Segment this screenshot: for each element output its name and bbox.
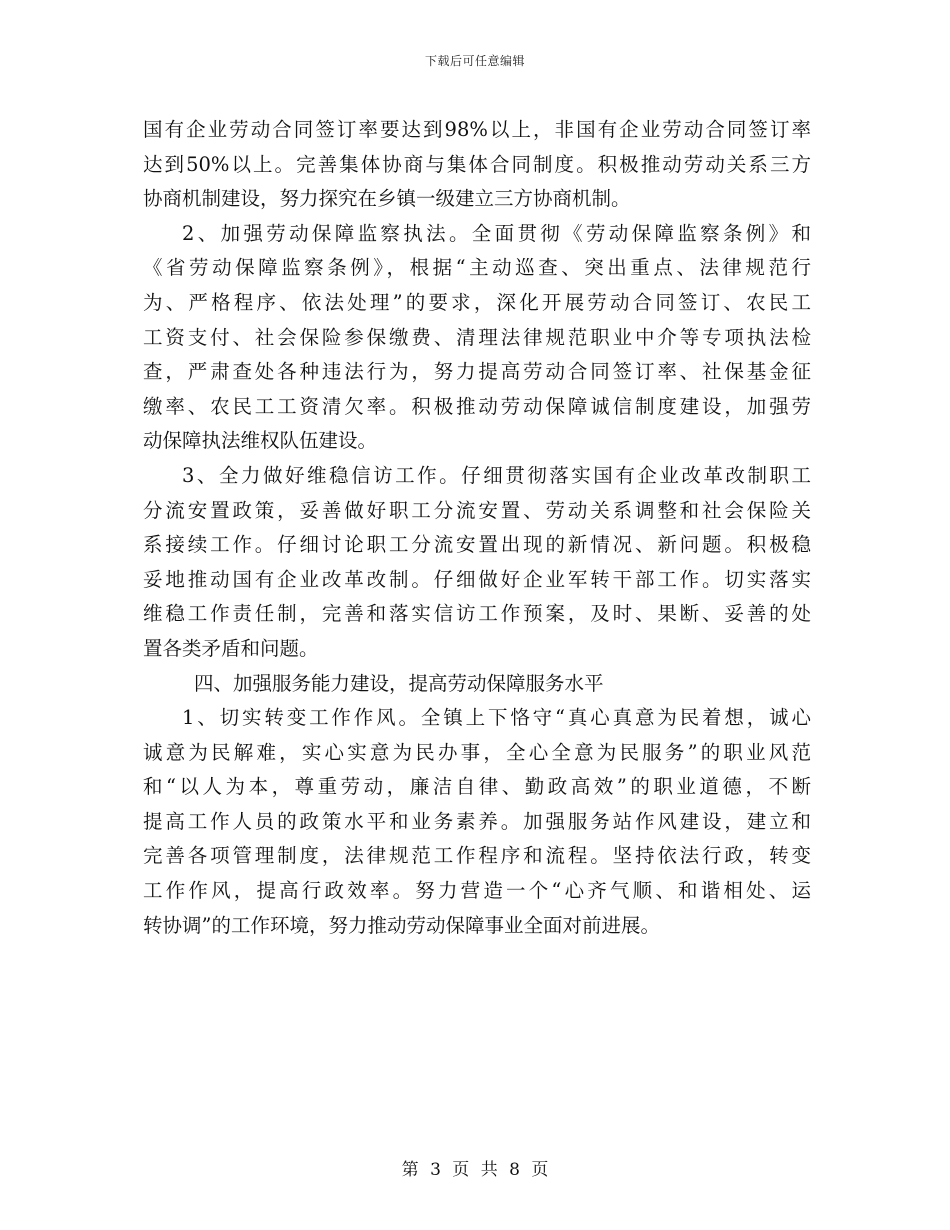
text-line: 3、全力做好维稳信访工作。仔细贯彻落实国有企业改革改制职工 — [182, 463, 811, 487]
text-line: 转协调”的工作环境，努力推动劳动保障事业全面对前进展。 — [143, 913, 660, 937]
text-line: 协商机制建设，努力探究在乡镇一级建立三方协商机制。 — [143, 187, 631, 211]
paragraph — [143, 701, 811, 943]
text-line: 查，严肃查处各种违法行为，努力提高劳动合同签订率、社保基金征 — [143, 360, 811, 384]
text-line: 提高工作人员的政策水平和业务素养。加强服务站作风建设，建立和 — [143, 809, 811, 833]
text-line: 缴率、农民工工资清欠率。积极推动劳动保障诚信制度建设，加强劳 — [143, 394, 811, 418]
text-line: 维稳工作责任制，完善和落实信访工作预案，及时、果断、妥善的处 — [143, 602, 811, 626]
text-line: 系接续工作。仔细讨论职工分流安置出现的新情况、新问题。积极稳 — [143, 533, 811, 557]
text-line: 工资支付、社会保险参保缴费、清理法律规范职业中介等专项执法检 — [143, 325, 811, 349]
text-line: 达到50%以上。完善集体协商与集体合同制度。积极推动劳动关系三方 — [143, 152, 811, 176]
paragraph — [143, 217, 811, 459]
document-body — [143, 113, 811, 943]
text-line: 动保障执法维权队伍建设。 — [143, 429, 378, 453]
page-footer: 第 3 页 共 8 页 — [401, 1160, 549, 1180]
section-heading: 四、加强服务能力建设，提高劳动保障服务水平 — [194, 671, 604, 695]
text-line: 完善各项管理制度，法律规范工作程序和流程。坚持依法行政，转变 — [143, 844, 811, 868]
text-line: 工作作风，提高行政效率。努力营造一个“心齐气顺、和谐相处、运 — [143, 879, 811, 903]
text-line: 为、严格程序、依法处理”的要求，深化开展劳动合同签订、农民工 — [143, 290, 811, 314]
text-line: 和“以人为本，尊重劳动，廉洁自律、勤政高效”的职业道德，不断 — [143, 775, 811, 799]
text-line: 分流安置政策，妥善做好职工分流安置、劳动关系调整和社会保险关 — [143, 498, 811, 522]
paragraph — [143, 113, 811, 217]
text-line: 诚意为民解难，实心实意为民办事，全心全意为民服务”的职业风范 — [143, 740, 811, 764]
text-line: 1、切实转变工作作风。全镇上下恪守“真心真意为民着想，诚心 — [182, 706, 811, 730]
text-line: 妥地推动国有企业改革改制。仔细做好企业军转干部工作。切实落实 — [143, 567, 811, 591]
text-line: 2、加强劳动保障监察执法。全面贯彻《劳动保障监察条例》和 — [182, 221, 811, 245]
paragraph — [143, 459, 811, 667]
page-header: 下载后可任意编辑 — [424, 54, 525, 68]
text-line: 国有企业劳动合同签订率要达到98%以上，非国有企业劳动合同签订率 — [143, 118, 811, 141]
text-line: 置各类矛盾和问题。 — [143, 636, 319, 660]
text-line: 《省劳动保障监察条例》，根据“主动巡查、突出重点、法律规范行 — [143, 256, 811, 280]
